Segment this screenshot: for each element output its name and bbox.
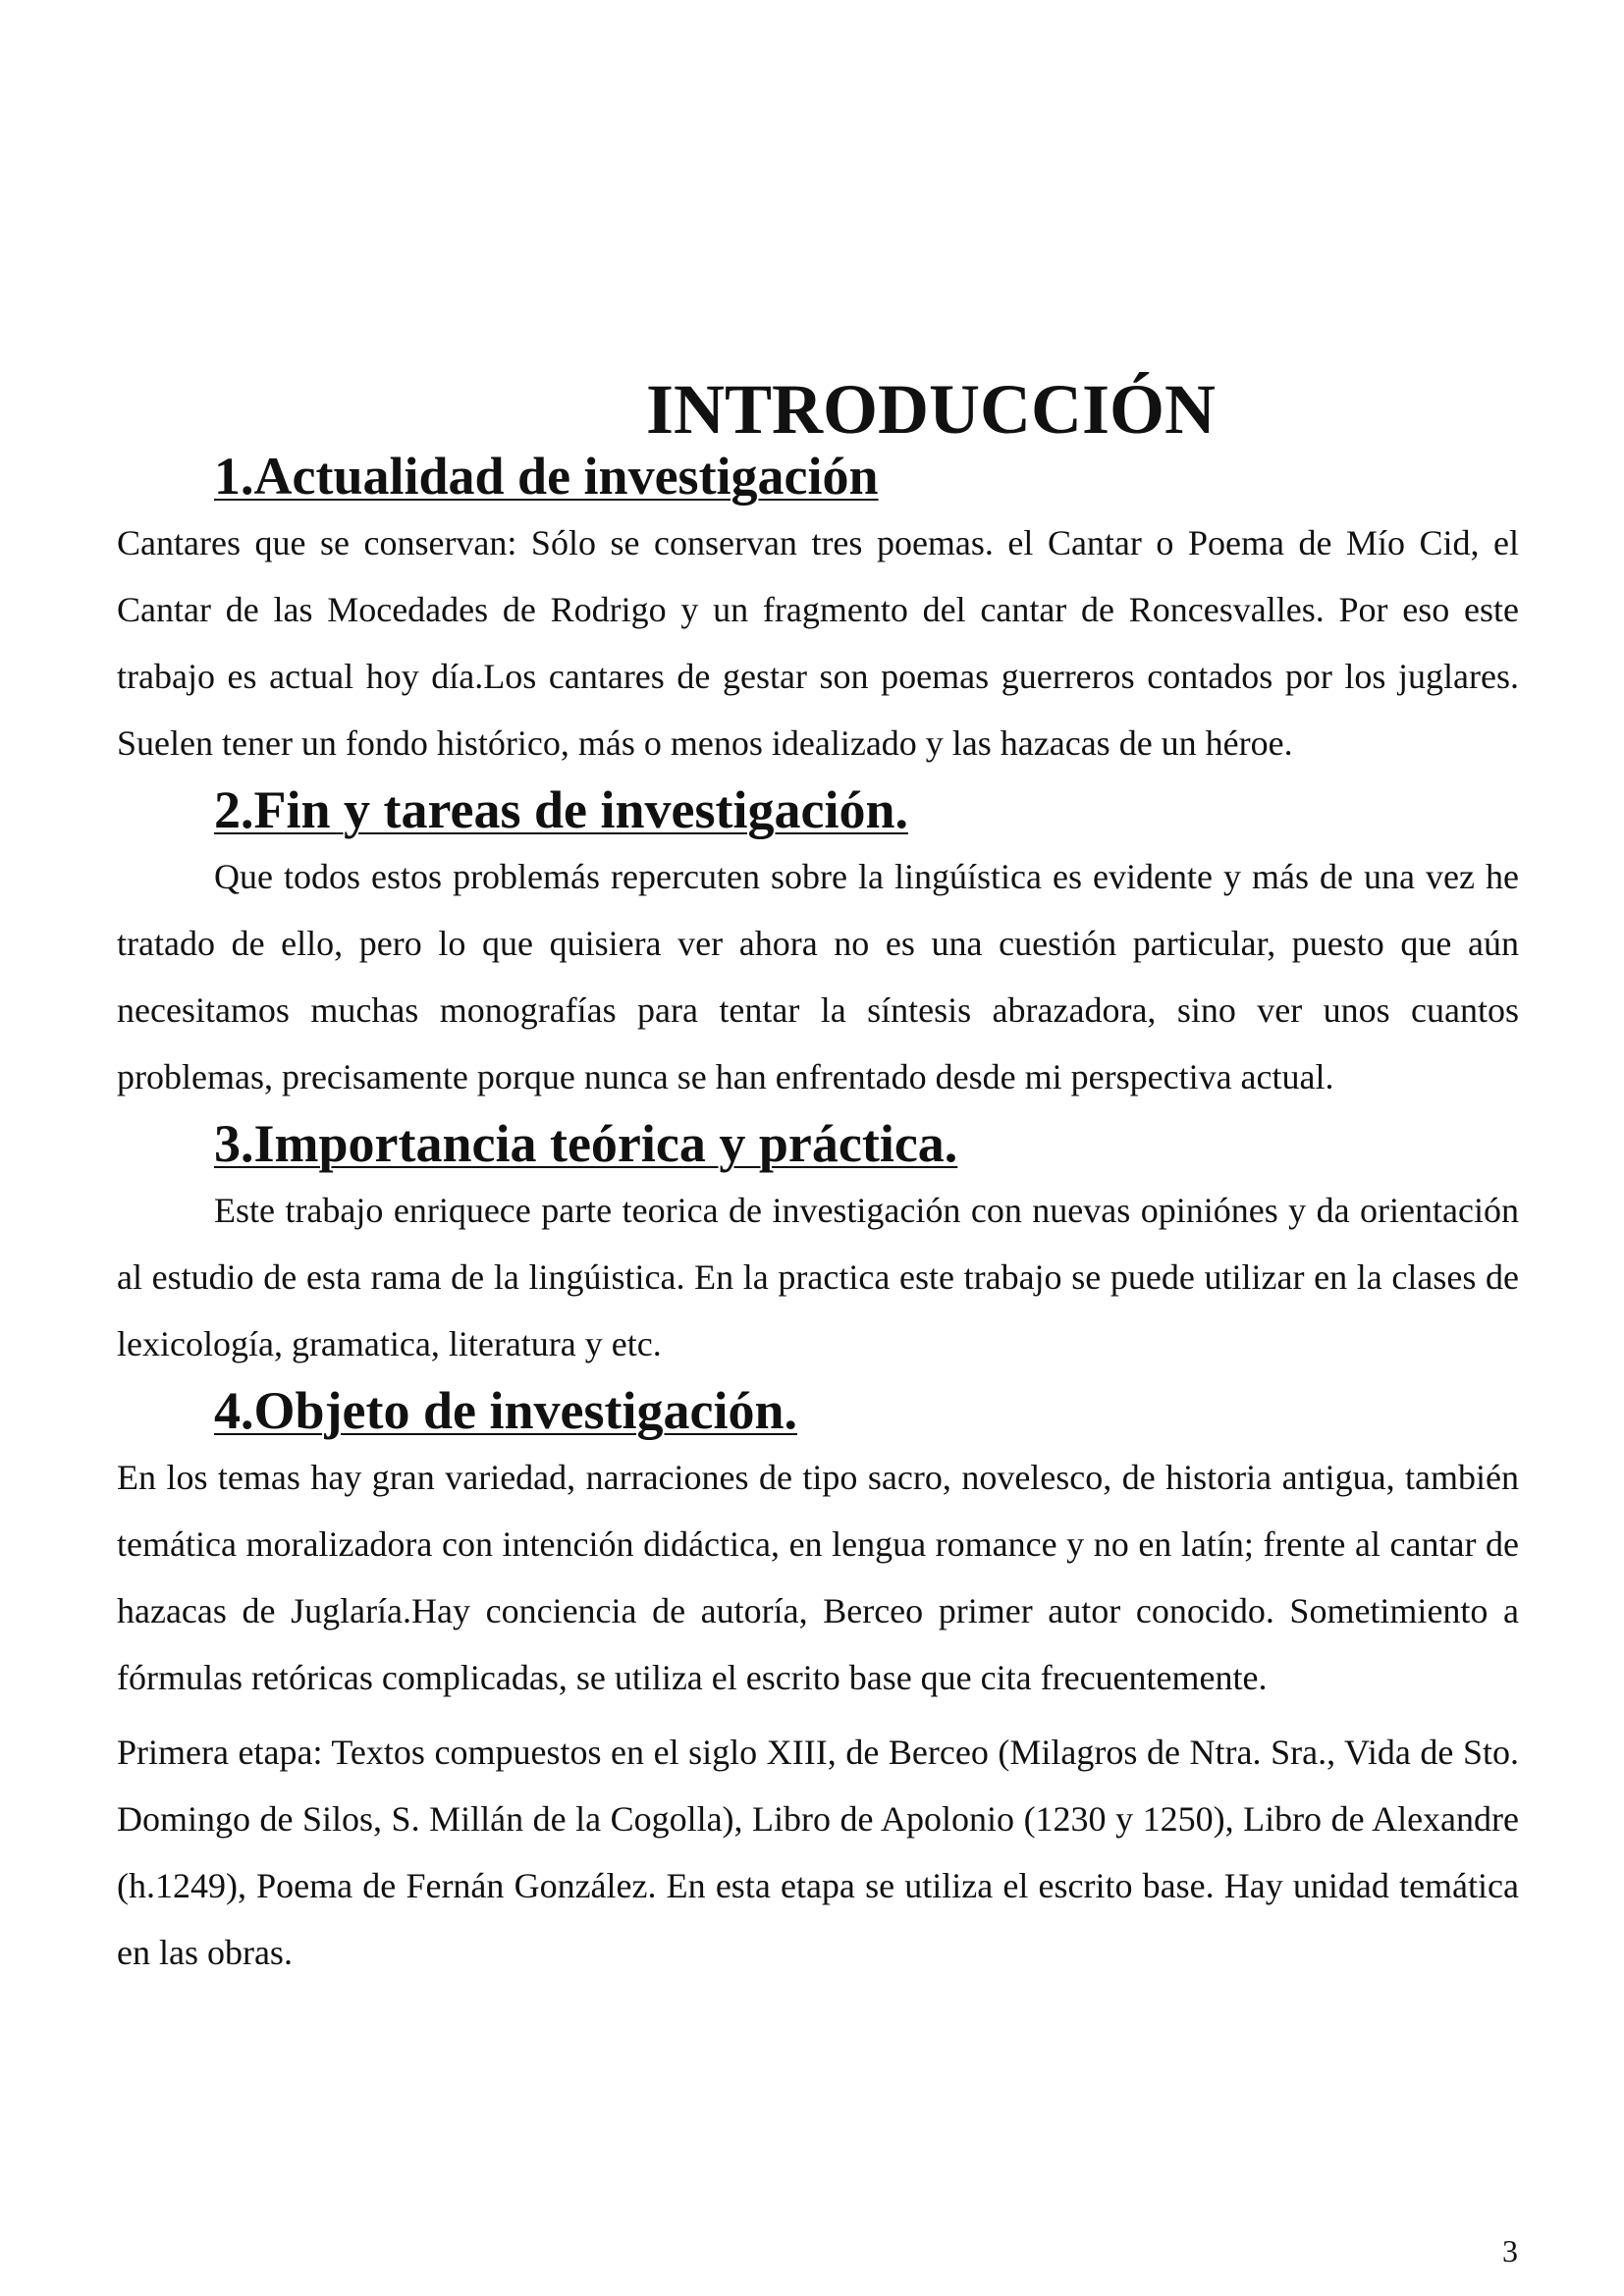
section-paragraph: En los temas hay gran variedad, narraciones de tipo sacro, novelesco, de historia antigua, también temática moralizadora con intención didáctica, en lengua romance y no en latín; frente al cantar de hazacas de Juglaría.Hay conciencia de autoría, Berceo primer autor conocido. Sometimiento a fórmulas retóricas complicadas, se utiliza el escrito base que cita frecuentemente.	[117, 1458, 1519, 1697]
section-heading-objeto: 4.Objeto de investigación.	[214, 1381, 797, 1440]
page-title: INTRODUCCIÓN	[645, 370, 1217, 449]
section-heading-actualidad: 1.Actualidad de investigación	[214, 447, 879, 506]
section-heading-fin-tareas: 2.Fin y tareas de investigación.	[214, 780, 908, 839]
section-paragraph: Primera etapa: Textos compuestos en el siglo XIII, de Berceo (Milagros de Ntra. Sra., Vida de Sto. Domingo de Silos, S. Millán de la Cogolla), Libro de Apolonio (1230 y 1250), Libro de Alexandre (h.1249), Poema de Fernán González. En esta etapa se utiliza el escrito base. Hay unidad temática en las obras.	[117, 1733, 1519, 1972]
section-paragraph: Que todos estos problemás repercuten sobre la lingúística es evidente y más de una vez he tratado de ello, pero lo que quisiera ver ahora no es una cuestión particular, puesto que aún necesitamos muchas monografías para tentar la síntesis abrazadora, sino ver unos cuantos problemas, precisamente porque nunca se han enfrentado desde mi perspectiva actual.	[117, 857, 1519, 1096]
section-paragraph: Cantares que se conservan: Sólo se conservan tres poemas. el Cantar o Poema de Mío Cid, el Cantar de las Mocedades de Rodrigo y un fragmento del cantar de Roncesvalles. Por eso este trabajo es actual hoy día.Los cantares de gestar son poemas guerreros contados por los juglares. Suelen tener un fondo histórico, más o menos idealizado y las hazacas de un héroe.	[117, 523, 1519, 763]
page-number: 3	[1502, 2233, 1518, 2269]
section-paragraph: Este trabajo enriquece parte teorica de investigación con nuevas opiniónes y da orientación al estudio de esta rama de la lingúistica. En la practica este trabajo se puede utilizar en la clases de lexicología, gramatica, literatura y etc.	[117, 1191, 1519, 1363]
section-heading-importancia: 3.Importancia teórica y práctica.	[214, 1114, 958, 1173]
document-body	[117, 370, 1519, 1986]
